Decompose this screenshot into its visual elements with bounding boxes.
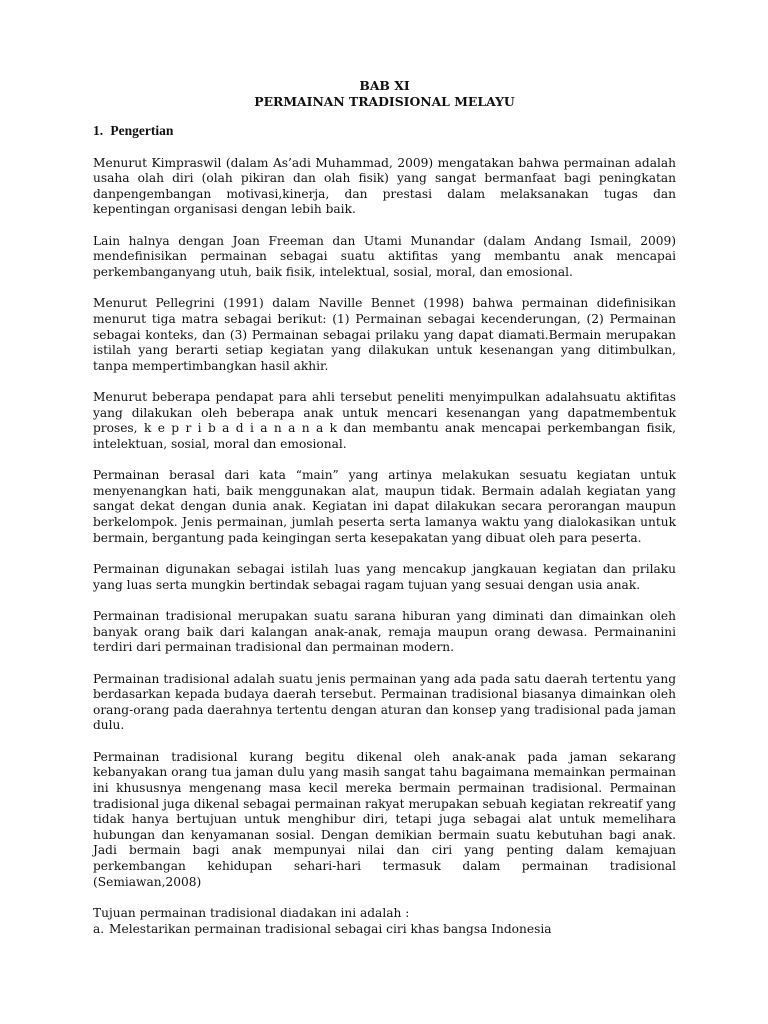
- paragraph-definition-pellegrini: Menurut Pellegrini (1991) dalam Naville Bennet (1998) bahwa permainan didefinisikan menurut tiga matra sebagai berikut: (1) Permainan sebagai kecenderungan, (2) Permainan sebagai konteks, dan (3) Permainan sebagai prilaku yang dapat diamati.Bermain merupakan istilah yang berarti setiap kegiatan yang dilakukan untuk kesenangan yang ditimbulkan, tanpa mempertimbangkan hasil akhir.: [93, 296, 676, 373]
- section-title: Pengertian: [110, 123, 174, 138]
- paragraph-definition-kimpraswil: Menurut Kimpraswil (dalam As’adi Muhammad, 2009) mengatakan bahwa permainan adalah usaha olah diri (olah pikiran dan olah fisik) yang sangat bermanfaat bagi peningkatan danpengembangan motivasi,kinerja, dan prestasi dalam melaksanakan tugas dan kepentingan organisasi dengan lebih baik.: [93, 155, 676, 217]
- paragraph-definition-freeman: Lain halnya dengan Joan Freeman dan Utami Munandar (dalam Andang Ismail, 2009) mendefinisikan permainan sebagai suatu aktifitas yang membantu anak mencapai perkembanganyang utuh, baik fisik, intelektual, sosial, moral, dan emosional.: [93, 233, 676, 279]
- paragraph-traditional-today: Permainan tradisional kurang begitu dikenal oleh anak-anak pada jaman sekarang kebanyakan orang tua jaman dulu yang masih sangat tahu bagaimana memainkan permainan ini khususnya mengenang masa kecil mereka bermain permainan tradisional. Permainan tradisional juga dikenal sebagai permainan rakyat merupakan sebuah kegiatan rekreatif yang tidak hanya bertujuan untuk menghibur diri, tetapi juga sebagai alat untuk memelihara hubungan dan kenyamanan sosial. Dengan demikian bermain suatu kebutuhan bagi anak. Jadi bermain bagi anak mempunyai nilai dan ciri yang penting dalam kemajuan perkembangan kehidupan sehari-hari termasuk dalam permainan tradisional (Semiawan,2008): [93, 749, 676, 889]
- document-page: [93, 78, 676, 937]
- title-block: [93, 78, 676, 110]
- paragraph-scope: Permainan digunakan sebagai istilah luas yang mencakup jangkauan kegiatan dan prilaku yang luas serta mungkin bertindak sebagai ragam tujuan yang sesuai dengan usia anak.: [93, 562, 676, 592]
- list-marker: a.: [93, 921, 105, 936]
- paragraph-traditional-definition: Permainan tradisional adalah suatu jenis permainan yang ada pada satu daerah tertentu yang berdasarkan kepada budaya daerah tersebut. Permainan tradisional biasanya dimainkan oleh orang-orang pada daerahnya tertentu dengan aturan dan konsep yang tradisional pada jaman dulu.: [93, 671, 676, 733]
- paragraph-conclusion: Menurut beberapa pendapat para ahli tersebut peneliti menyimpulkan adalahsuatu aktifitas yang dilakukan oleh beberapa anak untuk mencari kesenangan yang dapatmembentuk proses, k e p r i b a d i a n a n a k dan membantu anak mencapai perkembangan fisik, intelektuan, sosial, moral dan emosional.: [93, 390, 676, 451]
- goal-text: Melestarikan permainan tradisional sebagai ciri khas bangsa Indonesia: [109, 921, 552, 936]
- paragraph-traditional-games: Permainan tradisional merupakan suatu sarana hiburan yang diminati dan dimainkan oleh banyak orang baik dari kalangan anak-anak, remaja maupun orang dewasa. Permainanini terdiri dari permainan tradisional dan permainan modern.: [93, 609, 676, 655]
- section-number: 1.: [93, 123, 104, 138]
- paragraph-etymology: Permainan berasal dari kata “main” yang artinya melakukan sesuatu kegiatan untuk menyenangkan hati, baik menggunakan alat, maupun tidak. Bermain adalah kegiatan yang sangat dekat dengan dunia anak. Kegiatan ini dapat dilakukan secara perorangan maupun berkelompok. Jenis permainan, jumlah peserta serta lamanya waktu yang dialokasikan untuk bermain, bergantung pada keingingan serta kesepakatan yang dibuat oleh para peserta.: [93, 468, 676, 545]
- chapter-label: BAB XI: [359, 78, 410, 93]
- goals-intro: Tujuan permainan tradisional diadakan ini adalah :: [93, 905, 410, 920]
- section-heading: [93, 123, 676, 139]
- document-title: PERMAINAN TRADISIONAL MELAYU: [254, 94, 515, 109]
- goal-list-item: [93, 922, 676, 938]
